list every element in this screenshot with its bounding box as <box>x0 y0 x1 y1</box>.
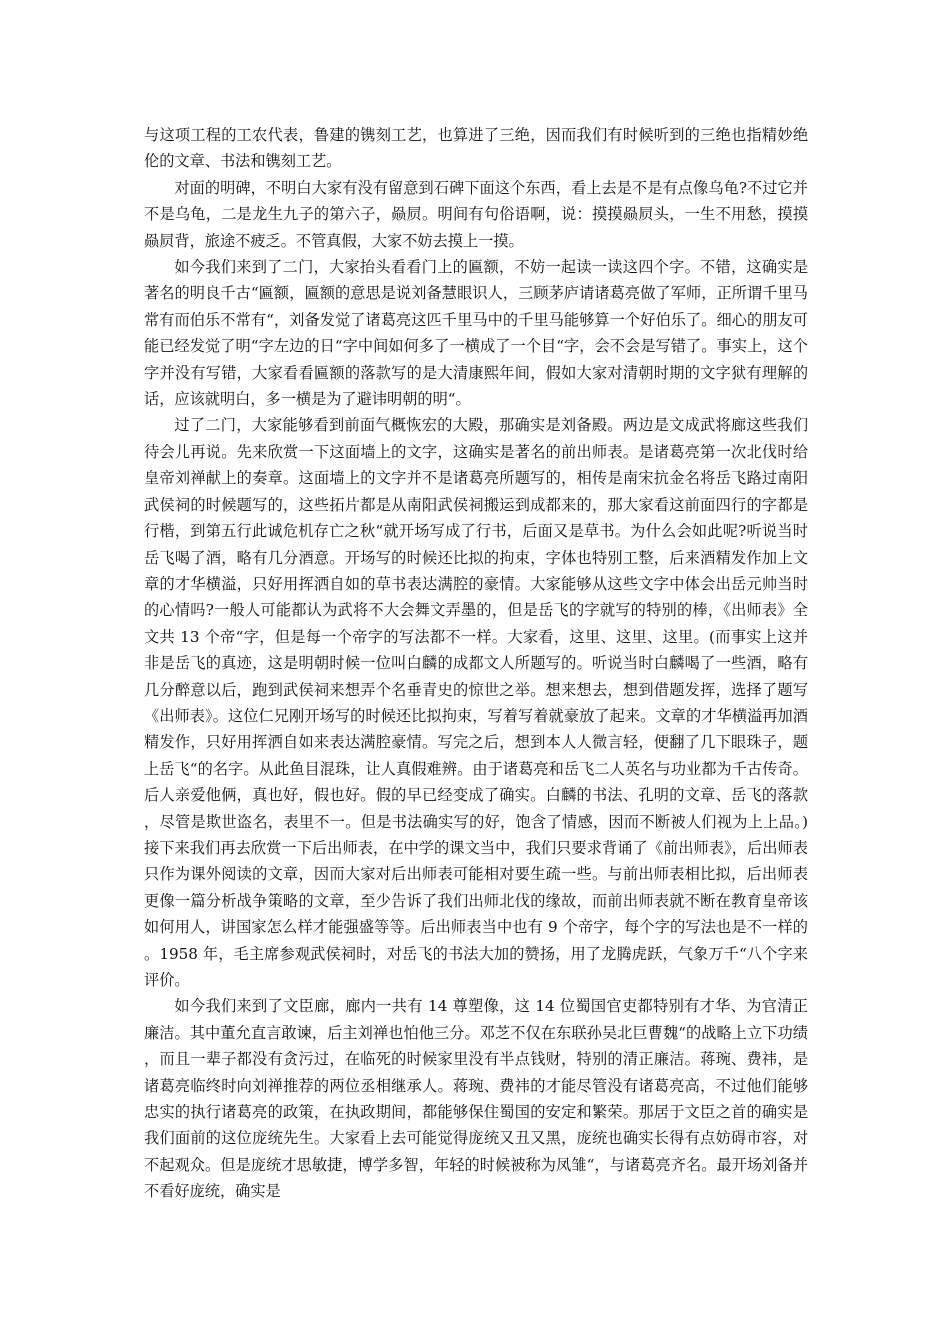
document-body <box>144 122 808 1205</box>
paragraph-4: 过了二门，大家能够看到前面气概恢宏的大殿，那确实是刘备殿。两边是文成武将廊这些我们待会儿再说。先来欣赏一下这面墙上的文字，这确实是著名的前出师表。是诸葛亮第一次北伐时给皇帝刘禅献上的奏章。这面墙上的文字并不是诸葛亮所题写的，相传是南宋抗金名将岳飞路过南阳武侯祠的时候题写的，这些拓片都是从南阳武侯祠搬运到成都来的，那大家看这前面四行的字都是行楷，到第五行此诚危机存亡之秋“就开场写成了行书，后面又是草书。为什么会如此呢?听说当时岳飞喝了酒，略有几分酒意。开场写的时候还比拟的拘束，字体也特别工整，后来酒精发作加上文章的才华横溢，只好用挥洒自如的草书表达满腔的豪情。大家能够从这些文字中体会出岳元帅当时的心情吗?一般人可能都认为武将不大会舞文弄墨的，但是岳飞的字就写的特别的棒，《出师表》全文共 13 个帝“字，但是每一个帝字的写法都不一样。大家看，这里、这里、这里。(而事实上这并非是岳飞的真迹，这是明朝时候一位叫白麟的成都文人所题写的。听说当时白麟喝了一些酒，略有几分醉意以后，跑到武侯祠来想弄个名垂青史的惊世之举。想来想去，想到借题发挥，选择了题写《出师表》。这位仁兄刚开场写的时候还比拟拘束，写着写着就豪放了起来。文章的才华横溢再加酒精发作，只好用挥洒自如来表达满腔豪情。写完之后，想到本人人微言轻，便翻了几下眼珠子，题上岳飞“的名字。从此鱼目混珠，让人真假难辨。由于诸葛亮和岳飞二人英名与功业都为千古传奇。后人亲爱他俩，真也好，假也好。假的早已经变成了确实。白麟的书法、孔明的文章、岳飞的落款，尽管是欺世盗名，表里不一。但是书法确实写的好，饱含了情感，因而不断被人们视为上上品。)接下来我们再去欣赏一下后出师表，在中学的课文当中，我们只要求背诵了《前出师表》，后出师表只作为课外阅读的文章，因而大家对后出师表可能相对要生疏一些。与前出师表相比拟，后出师表更像一篇分析战争策略的文章，至少告诉了我们出师北伐的缘故，而前出师表就不断在教育皇帝该如何用人，讲国家怎么样才能强盛等等。后出师表当中也有 9 个帝字，每个字的写法也是不一样的。1958 年，毛主席参观武侯祠时，对岳飞的书法大加的赞扬，用了龙腾虎跃，气象万千“八个字来评价。 <box>144 416 808 989</box>
paragraph-3: 如今我们来到了二门，大家抬头看看门上的匾额，不妨一起读一读这四个字。不错，这确实是著名的明良千古“匾额，匾额的意思是说刘备慧眼识人，三顾茅庐请诸葛亮做了军师，正所谓千里马常有而伯乐不常有“，刘备发觉了诸葛亮这匹千里马中的千里马能够算一个好伯乐了。细心的朋友可能已经发觉了明“字左边的日“字中间如何多了一横成了一个目“字，会不会是写错了。事实上，这个字并没有写错，大家看看匾额的落款写的是大清康熙年间，假如大家对清朝时期的文字狱有理解的话，应该就明白，多一横是为了避讳明朝的明“。 <box>144 258 808 409</box>
paragraph-1: 与这项工程的工农代表，鲁建的镌刻工艺，也算进了三绝，因而我们有时候听到的三绝也指精妙绝伦的文章、书法和镌刻工艺。 <box>144 126 808 171</box>
paragraph-5: 如今我们来到了文臣廊，廊内一共有 14 尊塑像，这 14 位蜀国官吏都特别有才华、为官清正廉洁。其中董允直言敢谏，后主刘禅也怕他三分。邓芝不仅在东联孙吴北巨曹魏“的战略上立下功绩，而且一辈子都没有贪污过，在临死的时候家里没有半点钱财，特别的清正廉洁。蒋琬、费祎，是诸葛亮临终时向刘禅推荐的两位丞相继承人。蒋琬、费祎的才能尽管没有诸葛亮高，不过他们能够忠实的执行诸葛亮的政策，在执政期间，都能够保住蜀国的安定和繁荣。那居于文臣之首的确实是我们面前的这位庞统先生。大家看上去可能觉得庞统又丑又黑，庞统也确实长得有点妨碍市容，对不起观众。但是庞统才思敏捷，博学多智，年轻的时候被称为凤雏“，与诸葛亮齐名。最开场刘备并不看好庞统，确实是 <box>144 997 808 1201</box>
paragraph-2: 对面的明碑，不明白大家有没有留意到石碑下面这个东西，看上去是不是有点像乌龟?不过它并不是乌龟，二是龙生九子的第六子，赑屃。明间有句俗语啊，说：摸摸赑屃头，一生不用愁，摸摸赑屃背，旅途不疲乏。不管真假，大家不妨去摸上一摸。 <box>144 178 808 250</box>
